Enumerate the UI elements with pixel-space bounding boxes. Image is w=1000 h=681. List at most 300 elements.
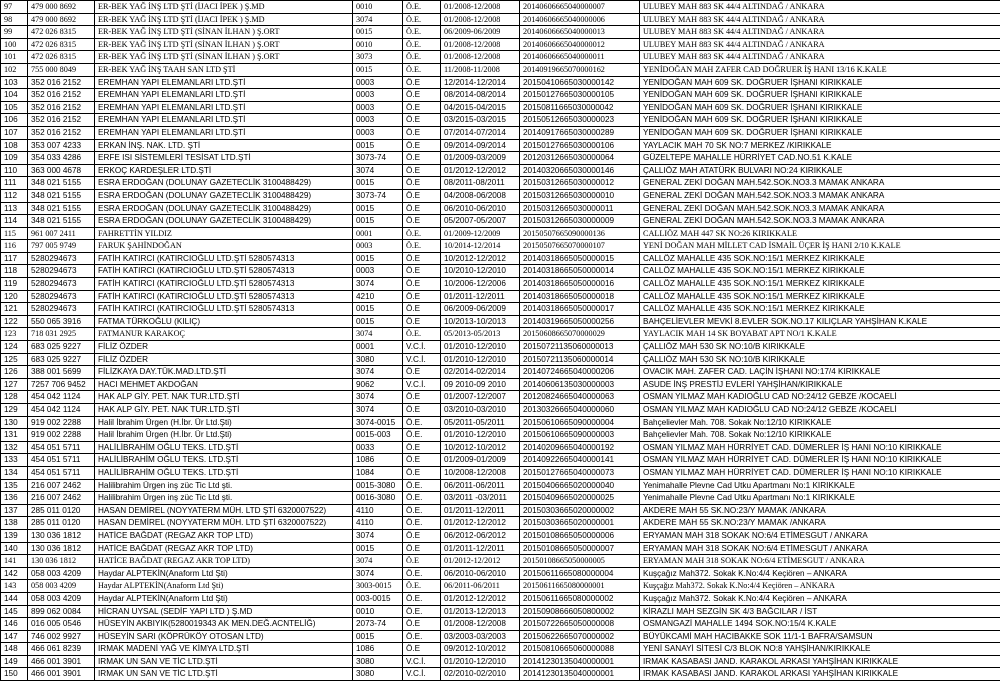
period-cell: 05/2011-05/2011 bbox=[441, 416, 520, 429]
code-cell: 0015 bbox=[353, 303, 403, 316]
table-row bbox=[1, 89, 1000, 102]
tax-number-cell: 454 051 5711 bbox=[28, 454, 95, 467]
address-cell: CALLIÖZ MAH 447 SK NO:26 KIRIKKALE bbox=[640, 227, 1000, 240]
address-cell: YENİDOĞAN MAH 609 SK. DOĞRUER İŞHANI KIRIKKALE bbox=[640, 101, 1000, 114]
code-cell: 0015 bbox=[353, 630, 403, 643]
period-cell: 09/2014-09/2014 bbox=[441, 139, 520, 152]
tax-number-cell: 5280294673 bbox=[28, 278, 95, 291]
period-cell: 01/2009-01/2009 bbox=[441, 454, 520, 467]
type-cell: Ö.E. bbox=[403, 504, 441, 517]
tax-number-cell: 352 016 2152 bbox=[28, 76, 95, 89]
row-number-cell: 100 bbox=[1, 38, 28, 51]
period-cell: 06/2011-06/2011 bbox=[441, 580, 520, 593]
row-number-cell: 142 bbox=[1, 567, 28, 580]
address-cell: GENERAL ZEKİ DOĞAN MAH.542.SOK.NO3.3 MAMAK ANKARA bbox=[640, 189, 1000, 202]
tax-number-cell: 348 021 5155 bbox=[28, 177, 95, 190]
type-cell: Ö.E. bbox=[403, 592, 441, 605]
document-number-cell: 20140318665050000018 bbox=[520, 290, 640, 303]
tax-number-cell: 058 003 4209 bbox=[28, 592, 95, 605]
period-cell: 01/2008-12/2008 bbox=[441, 1, 520, 14]
address-cell: CALLÖZ MAHALLE 435 SOK.NO:15/1 MERKEZ KIRIKKALE bbox=[640, 265, 1000, 278]
type-cell: Ö.E bbox=[403, 454, 441, 467]
code-cell: 3073 bbox=[353, 51, 403, 64]
table-row bbox=[1, 303, 1000, 316]
tax-number-cell: 797 005 9749 bbox=[28, 240, 95, 253]
company-name-cell: HALİLİBRAHİM OĞLU TEKS. LTD.ŞTİ bbox=[95, 441, 353, 454]
document-number-cell: 20150127665040000073 bbox=[520, 466, 640, 479]
tax-number-cell: 961 007 2411 bbox=[28, 227, 95, 240]
address-cell: YENİDOĞAN MAH 609 SK. DOĞRUER İŞHANI KIRIKKALE bbox=[640, 126, 1000, 139]
address-cell: OSMAN YILMAZ MAH KADIOĞLU CAD NO:24/12 GEBZE /KOCAELİ bbox=[640, 391, 1000, 404]
type-cell: Ö.E. bbox=[403, 630, 441, 643]
document-number-cell: 20140606665040000013 bbox=[520, 26, 640, 39]
type-cell: Ö.E. bbox=[403, 227, 441, 240]
period-cell: 03/2015-03/2015 bbox=[441, 114, 520, 127]
row-number-cell: 132 bbox=[1, 441, 28, 454]
period-cell: 01/2008-12/2008 bbox=[441, 38, 520, 51]
row-number-cell: 141 bbox=[1, 555, 28, 568]
row-number-cell: 137 bbox=[1, 504, 28, 517]
code-cell: 0003 bbox=[353, 89, 403, 102]
tax-number-cell: 472 026 8315 bbox=[28, 51, 95, 64]
company-name-cell: ERKAN İNŞ. NAK. LTD. ŞTİ bbox=[95, 139, 353, 152]
table-row bbox=[1, 76, 1000, 89]
tax-number-cell: 5280294673 bbox=[28, 252, 95, 265]
code-cell: 0033 bbox=[353, 441, 403, 454]
document-number-cell: 20150312665030000009 bbox=[520, 215, 640, 228]
address-cell: CALLÖZ MAHALLE 435 SOK.NO:15/1 MERKEZ KIRIKKALE bbox=[640, 290, 1000, 303]
company-name-cell: ER-BEK YAĞ İNŞ LTD ŞTİ (İJACI İPEK ) Ş.MD bbox=[95, 13, 353, 26]
table-row bbox=[1, 101, 1000, 114]
period-cell: 08/2014-08/2014 bbox=[441, 89, 520, 102]
row-number-cell: 131 bbox=[1, 429, 28, 442]
tax-number-cell: 466 001 3901 bbox=[28, 668, 95, 681]
period-cell: 09/2012-10/2012 bbox=[441, 643, 520, 656]
company-name-cell: Halil İbrahim Ürgen (H.İbr. Ür Ltd.Şti) bbox=[95, 416, 353, 429]
row-number-cell: 135 bbox=[1, 479, 28, 492]
tax-number-cell: 130 036 1812 bbox=[28, 529, 95, 542]
table-row bbox=[1, 152, 1000, 165]
type-cell: Ö.E bbox=[403, 101, 441, 114]
period-cell: 01/2007-12/2007 bbox=[441, 391, 520, 404]
period-cell: 06/2009-06/2009 bbox=[441, 303, 520, 316]
company-name-cell: FİLİZ ÖZDER bbox=[95, 341, 353, 354]
period-cell: 01/2008-12/2008 bbox=[441, 618, 520, 631]
company-name-cell: HİCRAN UYSAL (SEDİF YAPI LTD ) Ş.MD bbox=[95, 605, 353, 618]
row-number-cell: 117 bbox=[1, 252, 28, 265]
row-number-cell: 119 bbox=[1, 278, 28, 291]
company-name-cell: IRMAK UN SAN VE TİC LTD.ŞTİ bbox=[95, 655, 353, 668]
document-number-cell: 20140318665050000015 bbox=[520, 252, 640, 265]
tax-number-cell: 7257 706 9452 bbox=[28, 378, 95, 391]
code-cell: 3074-0015 bbox=[353, 416, 403, 429]
type-cell: Ö.E bbox=[403, 441, 441, 454]
company-name-cell: FATMANUR KARAKOÇ bbox=[95, 328, 353, 341]
document-number-cell: 20150507665090000136 bbox=[520, 227, 640, 240]
code-cell: 0015 bbox=[353, 315, 403, 328]
tax-number-cell: 454 051 5711 bbox=[28, 441, 95, 454]
period-cell: 01/2010-12/2010 bbox=[441, 341, 520, 354]
code-cell: 3074 bbox=[353, 366, 403, 379]
address-cell: Bahçelievler Mah. 708. Sokak No:12/10 KIRIKKALE bbox=[640, 416, 1000, 429]
address-cell: OVACIK MAH. ZAFER CAD. LAÇİN İŞHANI NO:17/4 KIRIKKALE bbox=[640, 366, 1000, 379]
code-cell: 0003 bbox=[353, 126, 403, 139]
tax-number-cell: 479 000 8692 bbox=[28, 1, 95, 14]
row-number-cell: 150 bbox=[1, 668, 28, 681]
type-cell: Ö.E. bbox=[403, 26, 441, 39]
code-cell: 0016-3080 bbox=[353, 492, 403, 505]
code-cell: 3074 bbox=[353, 391, 403, 404]
company-name-cell: Haydar ALPTEKİN(Anaform Ltd Şti) bbox=[95, 580, 353, 593]
row-number-cell: 104 bbox=[1, 89, 28, 102]
row-number-cell: 148 bbox=[1, 643, 28, 656]
document-number-cell: 20150108665050000007 bbox=[520, 542, 640, 555]
table-row bbox=[1, 517, 1000, 530]
address-cell: YENİDOĞAN MAH 609 SK. DOĞRUER İŞHANI KIRIKKALE bbox=[640, 114, 1000, 127]
tax-number-cell: 5280294673 bbox=[28, 265, 95, 278]
address-cell: Bahçelievler Mah. 708. Sokak No:12/10 KIRIKKALE bbox=[640, 429, 1000, 442]
company-name-cell: ER-BEK YAĞ İNŞ LTD ŞTİ (SİNAN İLHAN ) Ş.ORT bbox=[95, 51, 353, 64]
document-number-cell: 20120312665030000064 bbox=[520, 152, 640, 165]
address-cell: AKDERE MAH 55 SK.NO:23/Y MAMAK /ANKARA bbox=[640, 504, 1000, 517]
tax-number-cell: 285 011 0120 bbox=[28, 504, 95, 517]
document-number-cell: 20150608665070000029 bbox=[520, 328, 640, 341]
company-name-cell: FATİH KATIRCI (KATIRCIOĞLU LTD.ŞTİ 5280574313 bbox=[95, 303, 353, 316]
company-name-cell: HAK ALP GİY. PET. NAK TUR.LTD.ŞTİ bbox=[95, 391, 353, 404]
row-number-cell: 105 bbox=[1, 101, 28, 114]
table-row bbox=[1, 13, 1000, 26]
address-cell: ÇALLIÖZ MAH 530 SK NO:10/B KIRIKKALE bbox=[640, 353, 1000, 366]
code-cell: 3074 bbox=[353, 404, 403, 417]
row-number-cell: 149 bbox=[1, 655, 28, 668]
tax-number-cell: 755 000 8049 bbox=[28, 63, 95, 76]
code-cell: 0015 bbox=[353, 215, 403, 228]
code-cell: 1086 bbox=[353, 454, 403, 467]
row-number-cell: 130 bbox=[1, 416, 28, 429]
tax-number-cell: 354 033 4286 bbox=[28, 152, 95, 165]
address-cell: CALLÖZ MAHALLE 435 SOK.NO:15/1 MERKEZ KIRIKKALE bbox=[640, 278, 1000, 291]
tax-number-cell: 683 025 9227 bbox=[28, 341, 95, 354]
tax-number-cell: 919 002 2288 bbox=[28, 416, 95, 429]
tax-number-cell: 352 016 2152 bbox=[28, 101, 95, 114]
company-name-cell: ER-BEK YAĞ İNŞ LTD ŞTİ (SİNAN İLHAN ) Ş.ORT bbox=[95, 26, 353, 39]
tax-number-cell: 352 016 2152 bbox=[28, 89, 95, 102]
row-number-cell: 120 bbox=[1, 290, 28, 303]
document-number-cell: 20140318665050000014 bbox=[520, 265, 640, 278]
row-number-cell: 128 bbox=[1, 391, 28, 404]
document-number-cell: 20150108665050000005 bbox=[520, 555, 640, 568]
period-cell: 10/2012-10/2012 bbox=[441, 441, 520, 454]
tax-number-cell: 550 065 3916 bbox=[28, 315, 95, 328]
code-cell: 2073-74 bbox=[353, 618, 403, 631]
address-cell: CALLÖZ MAHALLE 435 SOK.NO:15/1 MERKEZ KIRIKKALE bbox=[640, 303, 1000, 316]
document-number-cell: 20150507665070000107 bbox=[520, 240, 640, 253]
tax-number-cell: 130 036 1812 bbox=[28, 555, 95, 568]
type-cell: Ö.E. bbox=[403, 416, 441, 429]
document-number-cell: 20150810665060000088 bbox=[520, 643, 640, 656]
row-number-cell: 102 bbox=[1, 63, 28, 76]
type-cell: V.C.İ. bbox=[403, 378, 441, 391]
company-name-cell: FAHRETTİN YILDIZ bbox=[95, 227, 353, 240]
period-cell: 01/2008-12/2008 bbox=[441, 51, 520, 64]
code-cell: 1086 bbox=[353, 643, 403, 656]
row-number-cell: 122 bbox=[1, 315, 28, 328]
row-number-cell: 103 bbox=[1, 76, 28, 89]
code-cell: 3074 bbox=[353, 13, 403, 26]
document-number-cell: 20150312665030000011 bbox=[520, 202, 640, 215]
document-number-cell: 20140318665050000016 bbox=[520, 278, 640, 291]
document-number-cell: 20150409665020000025 bbox=[520, 492, 640, 505]
company-name-cell: FATİH KATIRCI (KATIRCIOĞLU LTD.ŞTİ 5280574313 bbox=[95, 290, 353, 303]
company-name-cell: ERKOÇ KARDEŞLER LTD.ŞTİ bbox=[95, 164, 353, 177]
table-row bbox=[1, 492, 1000, 505]
period-cell: 11/2008-11/2008 bbox=[441, 63, 520, 76]
table-row bbox=[1, 605, 1000, 618]
type-cell: Ö.E bbox=[403, 164, 441, 177]
document-number-cell: 20150406665020000040 bbox=[520, 479, 640, 492]
table-row bbox=[1, 252, 1000, 265]
table-row bbox=[1, 567, 1000, 580]
table-row bbox=[1, 416, 1000, 429]
type-cell: Ö.E. bbox=[403, 63, 441, 76]
code-cell: 3074 bbox=[353, 278, 403, 291]
row-number-cell: 106 bbox=[1, 114, 28, 127]
row-number-cell: 121 bbox=[1, 303, 28, 316]
document-number-cell: 20150908666050800002 bbox=[520, 605, 640, 618]
row-number-cell: 118 bbox=[1, 265, 28, 278]
address-cell: Yenimahalle Plevne Cad Utku Apartmanı No:1 KIRIKKALE bbox=[640, 479, 1000, 492]
address-cell: GENERAL ZEKİ DOĞAN MAH.542.SOK.NO3.3 MAMAK ANKARA bbox=[640, 177, 1000, 190]
type-cell: Ö.E bbox=[403, 139, 441, 152]
company-name-cell: ESRA ERDOĞAN (DOLUNAY GAZETECLİK 3100488429) bbox=[95, 202, 353, 215]
company-name-cell: IRMAK MADENİ YAĞ VE KİMYA LTD.ŞTİ bbox=[95, 643, 353, 656]
table-row bbox=[1, 189, 1000, 202]
period-cell: 01/2011-12/2011 bbox=[441, 542, 520, 555]
type-cell: Ö.E bbox=[403, 529, 441, 542]
company-name-cell: HASAN DEMİREL (NOYYATERM MÜH. LTD ŞTİ 6320007522) bbox=[95, 504, 353, 517]
tax-number-cell: 472 026 8315 bbox=[28, 26, 95, 39]
tax-number-cell: 683 025 9227 bbox=[28, 353, 95, 366]
period-cell: 10/2010-12/2010 bbox=[441, 265, 520, 278]
address-cell: OSMAN YILMAZ MAH HÜRRİYET CAD. DÜMERLER İŞ HANI NO:10 KIRIKKALE bbox=[640, 466, 1000, 479]
document-number-cell: 20140919665070000162 bbox=[520, 63, 640, 76]
type-cell: V.C.İ. bbox=[403, 668, 441, 681]
address-cell: Kuşçağız Mah372. Sokak K.No:4/4 Keçiören – ANKARA bbox=[640, 567, 1000, 580]
row-number-cell: 133 bbox=[1, 454, 28, 467]
period-cell: 03/2003-03/2003 bbox=[441, 630, 520, 643]
period-cell: 08/2011-08/2011 bbox=[441, 177, 520, 190]
table-row bbox=[1, 366, 1000, 379]
document-number-cell: 20141230135040000001 bbox=[520, 655, 640, 668]
type-cell: Ö.E bbox=[403, 177, 441, 190]
row-number-cell: 112 bbox=[1, 189, 28, 202]
tax-number-cell: 472 026 8315 bbox=[28, 38, 95, 51]
address-cell: ULUBEY MAH 883 SK 44/4 ALTINDAĞ / ANKARA bbox=[640, 51, 1000, 64]
type-cell: Ö.E. bbox=[403, 13, 441, 26]
period-cell: 06/2010-06/2010 bbox=[441, 567, 520, 580]
code-cell: 0003 bbox=[353, 240, 403, 253]
address-cell: YENİDOĞAN MAH 609 SK. DOĞRUER İŞHANI KIRIKKALE bbox=[640, 76, 1000, 89]
document-number-cell: 20140606665040000012 bbox=[520, 38, 640, 51]
period-cell: 12/2014-12/2014 bbox=[441, 76, 520, 89]
tax-number-cell: 718 031 2925 bbox=[28, 328, 95, 341]
code-cell: 3003-0015 bbox=[353, 580, 403, 593]
code-cell: 4110 bbox=[353, 504, 403, 517]
code-cell: 0010 bbox=[353, 605, 403, 618]
document-number-cell: 20150410665030000142 bbox=[520, 76, 640, 89]
row-number-cell: 126 bbox=[1, 366, 28, 379]
period-cell: 01/2011-12/2011 bbox=[441, 290, 520, 303]
code-cell: 0015 bbox=[353, 542, 403, 555]
type-cell: Ö.E bbox=[403, 315, 441, 328]
code-cell: 3073-74 bbox=[353, 152, 403, 165]
tax-number-cell: 058 003 4209 bbox=[28, 567, 95, 580]
document-number-cell: 20150303665020000002 bbox=[520, 504, 640, 517]
company-name-cell: EREMHAN YAPI ELEMANLARI LTD.ŞTİ bbox=[95, 101, 353, 114]
table-row bbox=[1, 51, 1000, 64]
tax-number-cell: 899 062 0084 bbox=[28, 605, 95, 618]
company-name-cell: Halil İbrahim Ürgen (H.İbr. Ür Ltd.Şti) bbox=[95, 429, 353, 442]
code-cell: 0015 bbox=[353, 26, 403, 39]
company-name-cell: ER-BEK YAĞ İNŞ LTD ŞTİ (İJACI İPEK ) Ş.MD bbox=[95, 1, 353, 14]
company-name-cell: HÜSEYİN SARI (KÖPRÜKÖY OTOSAN LTD) bbox=[95, 630, 353, 643]
type-cell: Ö.E bbox=[403, 391, 441, 404]
address-cell: YAYLACIK MAH 70 SK NO:7 MERKEZ /KIRIKKALE bbox=[640, 139, 1000, 152]
table-row bbox=[1, 466, 1000, 479]
document-number-cell: 20150610665090000004 bbox=[520, 416, 640, 429]
document-number-cell: 20140724665040000206 bbox=[520, 366, 640, 379]
table-row bbox=[1, 580, 1000, 593]
company-name-cell: ER-BEK YAĞ İNŞ TAAH SAN LTD ŞTİ bbox=[95, 63, 353, 76]
document-number-cell: 20140606665040000006 bbox=[520, 13, 640, 26]
period-cell: 10/2013-10/2013 bbox=[441, 315, 520, 328]
period-cell: 02/2014-02/2014 bbox=[441, 366, 520, 379]
code-cell: 0001 bbox=[353, 341, 403, 354]
type-cell: V.C.İ. bbox=[403, 353, 441, 366]
period-cell: 10/2006-12/2006 bbox=[441, 278, 520, 291]
row-number-cell: 138 bbox=[1, 517, 28, 530]
document-number-cell: 20150303665020000001 bbox=[520, 517, 640, 530]
company-name-cell: Halilibrahim Ürgen inş züc Tic Ltd şti. bbox=[95, 479, 353, 492]
address-cell: YAYLACIK MAH 14 SK BOYABAT APT NO/1 K.KALE bbox=[640, 328, 1000, 341]
company-name-cell: Halilibrahim Ürgen inş züc Tic Ltd şti. bbox=[95, 492, 353, 505]
address-cell: ULUBEY MAH 883 SK 44/4 ALTINDAĞ / ANKARA bbox=[640, 26, 1000, 39]
company-name-cell: HÜSEYİN AKBIYIK(5280019343 AK MEN.DEĞ.ACNTELİĞ) bbox=[95, 618, 353, 631]
address-cell: YENİDOĞAN MAH ZAFER CAD DOĞRUER İŞ HANI 13/16 K.KALE bbox=[640, 63, 1000, 76]
tax-number-cell: 216 007 2462 bbox=[28, 479, 95, 492]
document-number-cell: 20150312665030000012 bbox=[520, 177, 640, 190]
address-cell: Kuşçağız Mah372. Sokak K.No:4/4 Keçiören – ANKARA bbox=[640, 580, 1000, 593]
tax-number-cell: 348 021 5155 bbox=[28, 215, 95, 228]
code-cell: 3074 bbox=[353, 529, 403, 542]
tax-number-cell: 746 002 9927 bbox=[28, 630, 95, 643]
row-number-cell: 136 bbox=[1, 492, 28, 505]
tax-number-cell: 5280294673 bbox=[28, 290, 95, 303]
address-cell: AKDERE MAH 55 SK.NO:23/Y MAMAK /ANKARA bbox=[640, 517, 1000, 530]
address-cell: ÇALLIÖZ MAH 530 SK NO:10/B KIRIKKALE bbox=[640, 341, 1000, 354]
row-number-cell: 147 bbox=[1, 630, 28, 643]
address-cell: GÜZELTEPE MAHALLE HÜRRİYET CAD.NO.51 K.KALE bbox=[640, 152, 1000, 165]
code-cell: 3080 bbox=[353, 353, 403, 366]
table-row bbox=[1, 164, 1000, 177]
type-cell: Ö.E bbox=[403, 152, 441, 165]
tax-number-cell: 5280294673 bbox=[28, 303, 95, 316]
table-row bbox=[1, 126, 1000, 139]
company-name-cell: ESRA ERDOĞAN (DOLUNAY GAZETECLİK 3100488429) bbox=[95, 189, 353, 202]
table-row bbox=[1, 592, 1000, 605]
tax-number-cell: 285 011 0120 bbox=[28, 517, 95, 530]
address-cell: ASUDE İNŞ PRESTİJ EVLERİ YAHŞİHAN/KIRIKKALE bbox=[640, 378, 1000, 391]
document-number-cell: 20150722665050000008 bbox=[520, 618, 640, 631]
table-row bbox=[1, 341, 1000, 354]
table-row bbox=[1, 63, 1000, 76]
table-row bbox=[1, 26, 1000, 39]
table-row bbox=[1, 265, 1000, 278]
document-number-cell: 20150611665080000002 bbox=[520, 592, 640, 605]
address-cell: YENİDOĞAN MAH 609 SK. DOĞRUER İŞHANI KIRIKKALE bbox=[640, 89, 1000, 102]
period-cell: 04/2015-04/2015 bbox=[441, 101, 520, 114]
type-cell: Ö.E bbox=[403, 643, 441, 656]
row-number-cell: 111 bbox=[1, 177, 28, 190]
period-cell: 02/2010-02/2010 bbox=[441, 668, 520, 681]
tax-number-cell: 454 042 1124 bbox=[28, 391, 95, 404]
type-cell: Ö.E bbox=[403, 466, 441, 479]
code-cell: 0001 bbox=[353, 227, 403, 240]
table-row bbox=[1, 202, 1000, 215]
code-cell: 0015 bbox=[353, 177, 403, 190]
row-number-cell: 115 bbox=[1, 227, 28, 240]
table-row bbox=[1, 429, 1000, 442]
period-cell: 10/2012-12/2012 bbox=[441, 252, 520, 265]
row-number-cell: 110 bbox=[1, 164, 28, 177]
row-number-cell: 145 bbox=[1, 605, 28, 618]
tax-number-cell: 919 002 2288 bbox=[28, 429, 95, 442]
row-number-cell: 108 bbox=[1, 139, 28, 152]
row-number-cell: 144 bbox=[1, 592, 28, 605]
tax-number-cell: 454 042 1124 bbox=[28, 404, 95, 417]
period-cell: 06/2012-06/2012 bbox=[441, 529, 520, 542]
row-number-cell: 114 bbox=[1, 215, 28, 228]
table-row bbox=[1, 378, 1000, 391]
table-row bbox=[1, 290, 1000, 303]
address-cell: ERYAMAN MAH 318 SOKAK NO:6/4 ETİMESGUT / ANKARA bbox=[640, 555, 1000, 568]
table-row bbox=[1, 177, 1000, 190]
code-cell: 3074 bbox=[353, 555, 403, 568]
company-name-cell: EREMHAN YAPI ELEMANLARI LTD.ŞTİ bbox=[95, 114, 353, 127]
tax-number-cell: 388 001 5699 bbox=[28, 366, 95, 379]
row-number-cell: 99 bbox=[1, 26, 28, 39]
company-name-cell: HATİCE BAĞDAT (REGAZ AKR TOP LTD) bbox=[95, 529, 353, 542]
address-cell: YENİ SANAYİ SİTESİ C/3 BLOK NO:8 YAHŞİHAN/KIRIKKALE bbox=[640, 643, 1000, 656]
document-number-cell: 20150108665050000006 bbox=[520, 529, 640, 542]
type-cell: Ö.E bbox=[403, 618, 441, 631]
code-cell: 3074 bbox=[353, 567, 403, 580]
table-row bbox=[1, 643, 1000, 656]
row-number-cell: 113 bbox=[1, 202, 28, 215]
table-body bbox=[1, 1, 1000, 681]
type-cell: Ö.E. bbox=[403, 479, 441, 492]
company-name-cell: FİLİZ ÖZDER bbox=[95, 353, 353, 366]
type-cell: Ö.E bbox=[403, 126, 441, 139]
code-cell: 3080 bbox=[353, 655, 403, 668]
tax-number-cell: 479 000 8692 bbox=[28, 13, 95, 26]
period-cell: 01/2012-12/2012 bbox=[441, 164, 520, 177]
table-row bbox=[1, 139, 1000, 152]
company-name-cell: HATİCE BAĞDAT (REGAZ AKR TOP LTD) bbox=[95, 555, 353, 568]
address-cell: YENİ DOĞAN MAH MİLLET CAD İSMAİL ÜÇER İŞ HANI 2/10 K.KALE bbox=[640, 240, 1000, 253]
type-cell: Ö.E. bbox=[403, 492, 441, 505]
address-cell: BÜYÜKCAMİ MAH HACIBAKKE SOK 11/1-1 BAFRA/SAMSUN bbox=[640, 630, 1000, 643]
